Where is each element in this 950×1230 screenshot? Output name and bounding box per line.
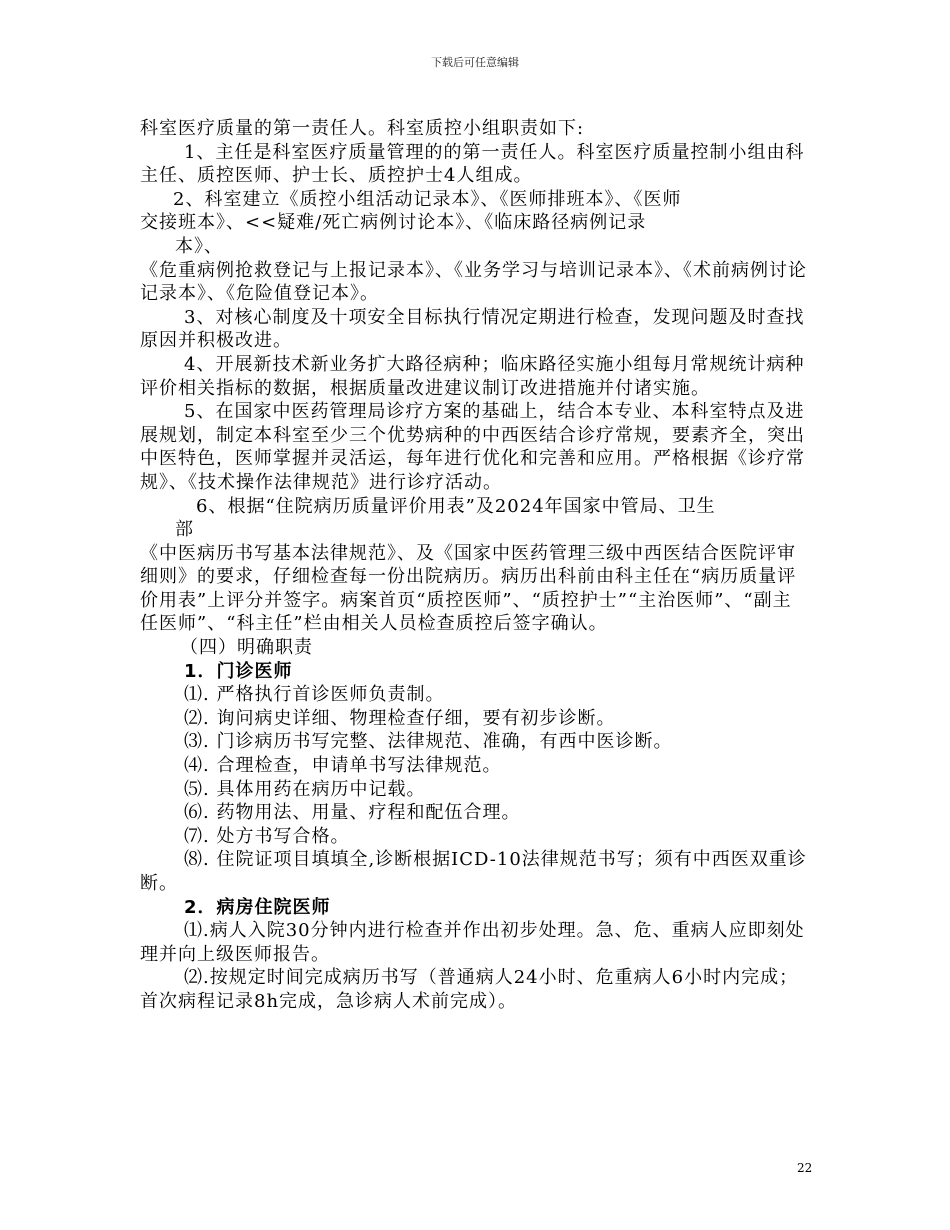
paragraph: 《危重病例抢救登记与上报记录本》、《业务学习与培训记录本》、《术前病例讨论记录本》、《危险值登记本》。 (140, 259, 807, 305)
subsection-heading: 2．病房住院医师 (184, 896, 331, 918)
page-number: 22 (797, 1161, 813, 1175)
document-body (140, 117, 810, 1014)
section-heading: （四）明确职责 (180, 637, 313, 659)
list-item: ⑷. 合理检查，申请单书写法律规范。 (184, 755, 502, 777)
list-item: ⑵. 询问病史详细、物理检查仔细，要有初步诊断。 (184, 707, 616, 729)
page-header: 下载后可任意编辑 (431, 56, 519, 69)
paragraph: 6、根据“住院病历质量评价用表”及2024年国家中管局、卫生 (196, 495, 716, 517)
paragraph: 3、对核心制度及十项安全目标执行情况定期进行检查，发现问题及时查找原因并积极改进。 (140, 306, 805, 352)
paragraph: 2、科室建立《质控小组活动记录本》、《医师排班本》、《医师 (173, 188, 682, 210)
subsection-heading: 1．门诊医师 (184, 660, 293, 682)
paragraph: 4、开展新技术新业务扩大路径病种；临床路径实施小组每月常规统计病种评价相关指标的数据，根据质量改进建议制订改进措施并付诸实施。 (140, 353, 805, 399)
list-item: ⑶. 门诊病历书写完整、法律规范、准确，有西中医诊断。 (184, 731, 673, 753)
paragraph: 科室医疗质量的第一责任人。科室质控小组职责如下: (140, 118, 585, 139)
list-item: ⑹. 药物用法、用量、疗程和配伍合理。 (184, 802, 521, 824)
paragraph: 1、主任是科室医疗质量管理的的第一责任人。科室医疗质量控制小组由科主任、质控医师、护士长、质控护士4人组成。 (140, 141, 805, 187)
paragraph: 本》、 (175, 235, 223, 257)
paragraph: 《中医病历书写基本法律规范》、及《国家中医药管理三级中西医结合医院评审细则》的要求，仔细检查每一份出院病历。病历出科前由科主任在“病历质量评价用表”上评分并签字。病案首页“质控医师”、“质控护士”“主治医师”、“副主任医师”、“科主任”栏由相关人员检查质控后签字确认。 (140, 542, 797, 635)
list-item: ⑴. 严格执行首诊医师负责制。 (184, 684, 445, 706)
list-item: ⑻. 住院证项目填填全,诊断根据ICD-10法律规范书写；须有中西医双重诊断。 (140, 849, 807, 894)
list-item: ⑺. 处方书写合格。 (184, 825, 350, 847)
list-item: ⑴.病人入院30分钟内进行检查并作出初步处理。急、危、重病人应即刻处理并向上级医师报告。 (140, 920, 805, 965)
paragraph: 部 (175, 519, 194, 541)
paragraph: 交接班本》、<<疑难/死亡病例讨论本》、《临床路径病例记录 (140, 212, 647, 234)
paragraph: 5、在国家中医药管理局诊疗方案的基础上，结合本专业、本科室特点及进展规划，制定本科室至少三个优势病种的中西医结合诊疗常规，要素齐全，突出中医特色，医师掌握并灵活运，每年进行优化和完善和应用。严格根据《诊疗常规》、《技术操作法律规范》进行诊疗活动。 (140, 401, 805, 493)
list-item: ⑵.按规定时间完成病历书写（普通病人24小时、危重病人6小时内完成；首次病程记录8h完成，急诊病人术前完成）。 (140, 967, 799, 1012)
list-item: ⑸. 具体用药在病历中记载。 (184, 778, 426, 800)
